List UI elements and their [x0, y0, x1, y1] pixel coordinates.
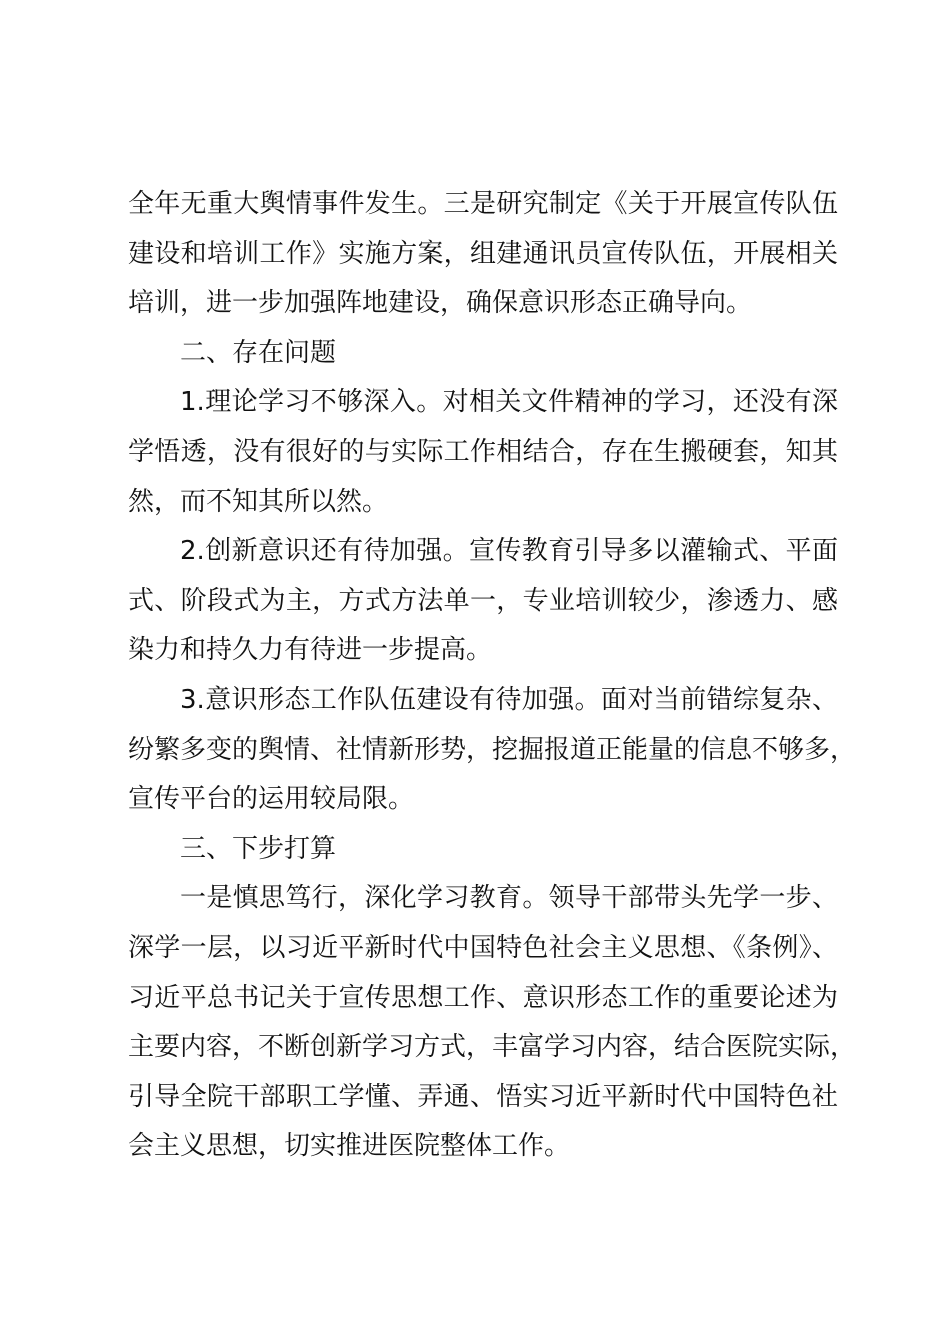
text-line: 然，而不知其所以然。	[128, 486, 389, 517]
text-line: 2.创新意识还有待加强。宣传教育引导多以灌输式、平面	[180, 536, 838, 567]
text-line: 习近平总书记关于宣传思想工作、意识形态工作的重要论述为	[128, 982, 838, 1013]
text-line: 学悟透，没有很好的与实际工作相结合，存在生搬硬套，知其	[128, 436, 838, 467]
text-line: 引导全院干部职工学懂、弄通、悟实习近平新时代中国特色社	[128, 1081, 838, 1112]
text-line: 主要内容，不断创新学习方式，丰富学习内容，结合医院实际，	[128, 1032, 857, 1063]
text-line: 二、存在问题	[180, 337, 337, 368]
text-line: 培训，进一步加强阵地建设，确保意识形态正确导向。	[128, 288, 753, 319]
text-line: 一是慎思笃行，深化学习教育。领导干部带头先学一步、	[180, 883, 838, 914]
text-line: 深学一层，以习近平新时代中国特色社会主义思想、《条例》、	[128, 932, 838, 963]
document-body	[128, 180, 857, 1172]
text-line: 全年无重大舆情事件发生。三是研究制定《关于开展宣传队伍	[128, 189, 838, 219]
text-line: 纷繁多变的舆情、社情新形势，挖掘报道正能量的信息不够多，	[128, 734, 857, 765]
text-line: 会主义思想，切实推进医院整体工作。	[128, 1131, 571, 1162]
text-line: 建设和培训工作》实施方案，组建通讯员宣传队伍，开展相关	[128, 238, 838, 269]
text-line: 式、阶段式为主，方式方法单一，专业培训较少，渗透力、感	[128, 585, 838, 616]
text-line: 染力和持久力有待进一步提高。	[128, 635, 493, 666]
text-line: 宣传平台的运用较局限。	[128, 784, 415, 815]
text-line: 三、下步打算	[180, 833, 337, 864]
text-line: 3.意识形态工作队伍建设有待加强。面对当前错综复杂、	[180, 684, 838, 715]
text-line: 1.理论学习不够深入。对相关文件精神的学习，还没有深	[180, 387, 838, 418]
